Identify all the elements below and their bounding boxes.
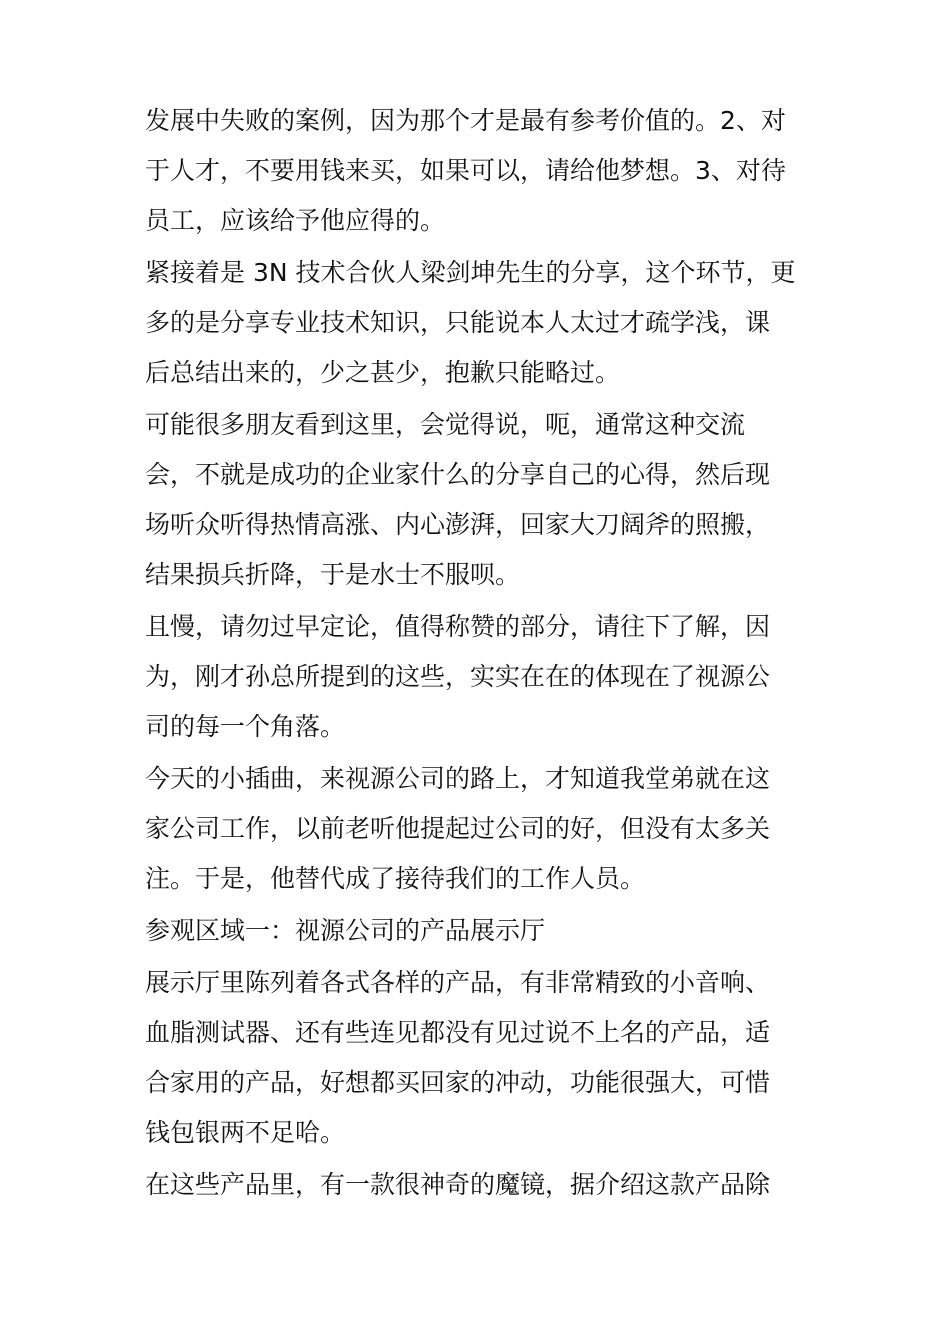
text-line: 在这些产品里，有一款很神奇的魔镜，据介绍这款产品除: [145, 1170, 771, 1199]
text-line: 展示厅里陈列着各式各样的产品，有非常精致的小音响、: [145, 968, 771, 997]
paragraph-magic-mirror: [145, 1160, 815, 1210]
text-line: 为，刚才孙总所提到的这些，实实在在的体现在了视源公: [145, 662, 771, 691]
text-line: 且慢，请勿过早定论，值得称赞的部分，请往下了解，因: [145, 612, 771, 641]
text-line: 今天的小插曲，来视源公司的路上，才知道我堂弟就在这: [145, 764, 771, 793]
text-line: 钱包银两不足哈。: [145, 1118, 346, 1147]
paragraph-showroom-products: [145, 958, 815, 1158]
text-line: 注。于是，他替代成了接待我们的工作人员。: [145, 864, 646, 893]
text-line: 可能很多朋友看到这里，会觉得说，呃，通常这种交流: [145, 410, 746, 439]
section-heading-showroom: [145, 906, 815, 956]
paragraph-lessons-continued: [145, 96, 815, 246]
text-line: 结果损兵折降，于是水士不服呗。: [145, 560, 521, 589]
paragraph-episode: [145, 754, 815, 904]
text-line: 家公司工作，以前老听他提起过公司的好，但没有太多关: [145, 814, 771, 843]
text-line: 会，不就是成功的企业家什么的分享自己的心得，然后现: [145, 460, 771, 489]
paragraph-technical-partner: [145, 248, 815, 398]
paragraph-reader-doubt: [145, 400, 815, 600]
text-line: 紧接着是 3N 技术合伙人梁剑坤先生的分享，这个环节，更: [145, 258, 796, 287]
text-line: 发展中失败的案例，因为那个才是最有参考价值的。2、对: [145, 106, 786, 135]
paragraph-wait: [145, 602, 815, 752]
text-line: 参观区域一：视源公司的产品展示厅: [145, 916, 546, 945]
text-line: 多的是分享专业技术知识，只能说本人太过才疏学浅，课: [145, 308, 771, 337]
text-line: 员工，应该给予他应得的。: [145, 206, 446, 235]
text-line: 血脂测试器、还有些连见都没有见过说不上名的产品，适: [145, 1018, 771, 1047]
text-line: 合家用的产品，好想都买回家的冲动，功能很强大，可惜: [145, 1068, 771, 1097]
text-line: 后总结出来的，少之甚少，抱歉只能略过。: [145, 358, 621, 387]
text-line: 司的每一个角落。: [145, 712, 346, 741]
text-line: 场听众听得热情高涨、内心澎湃，回家大刀阔斧的照搬，: [145, 510, 771, 539]
document-body: [145, 96, 815, 1212]
text-line: 于人才，不要用钱来买，如果可以，请给他梦想。3、对待: [145, 156, 786, 185]
